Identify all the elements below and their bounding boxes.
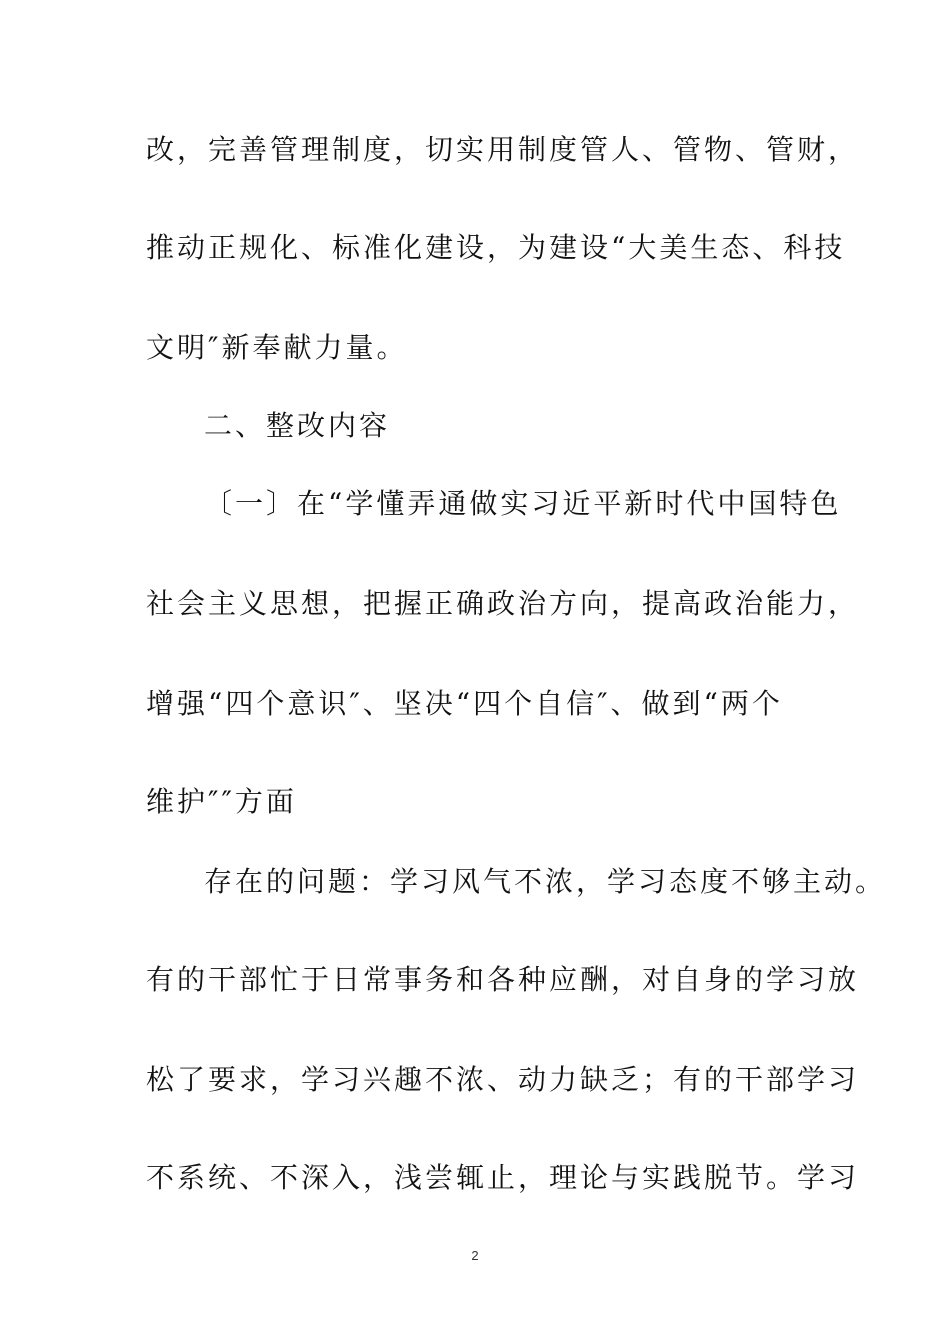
section-heading: 二、整改内容 [204,409,391,442]
body-text-line: 存在的问题：学习风气不浓，学习态度不够主动。 [204,865,887,898]
body-text-line: 维护″″方面 [146,785,297,818]
body-text-line: 改，完善管理制度，切实用制度管人、管物、管财， [146,133,860,166]
body-text-line: 文明″新奉献力量。 [146,331,408,364]
subsection-heading: 〔一〕在“学懂弄通做实习近平新时代中国特色 [204,487,842,520]
body-text-line: 推动正规化、标准化建设，为建设“大美生态、科技 [146,231,846,264]
body-text-line: 社会主义思想，把握正确政治方向，提高政治能力， [146,587,860,620]
body-text-line: 增强“四个意识″、坚决“四个自信″、做到“两个 [146,687,783,720]
page-number: 2 [471,1248,479,1263]
body-text-line: 松了要求，学习兴趣不浓、动力缺乏；有的干部学习 [146,1063,860,1096]
body-text-line: 不系统、不深入，浅尝辄止，理论与实践脱节。学习 [146,1161,860,1194]
body-text-line: 有的干部忙于日常事务和各种应酬，对自身的学习放 [146,963,860,996]
